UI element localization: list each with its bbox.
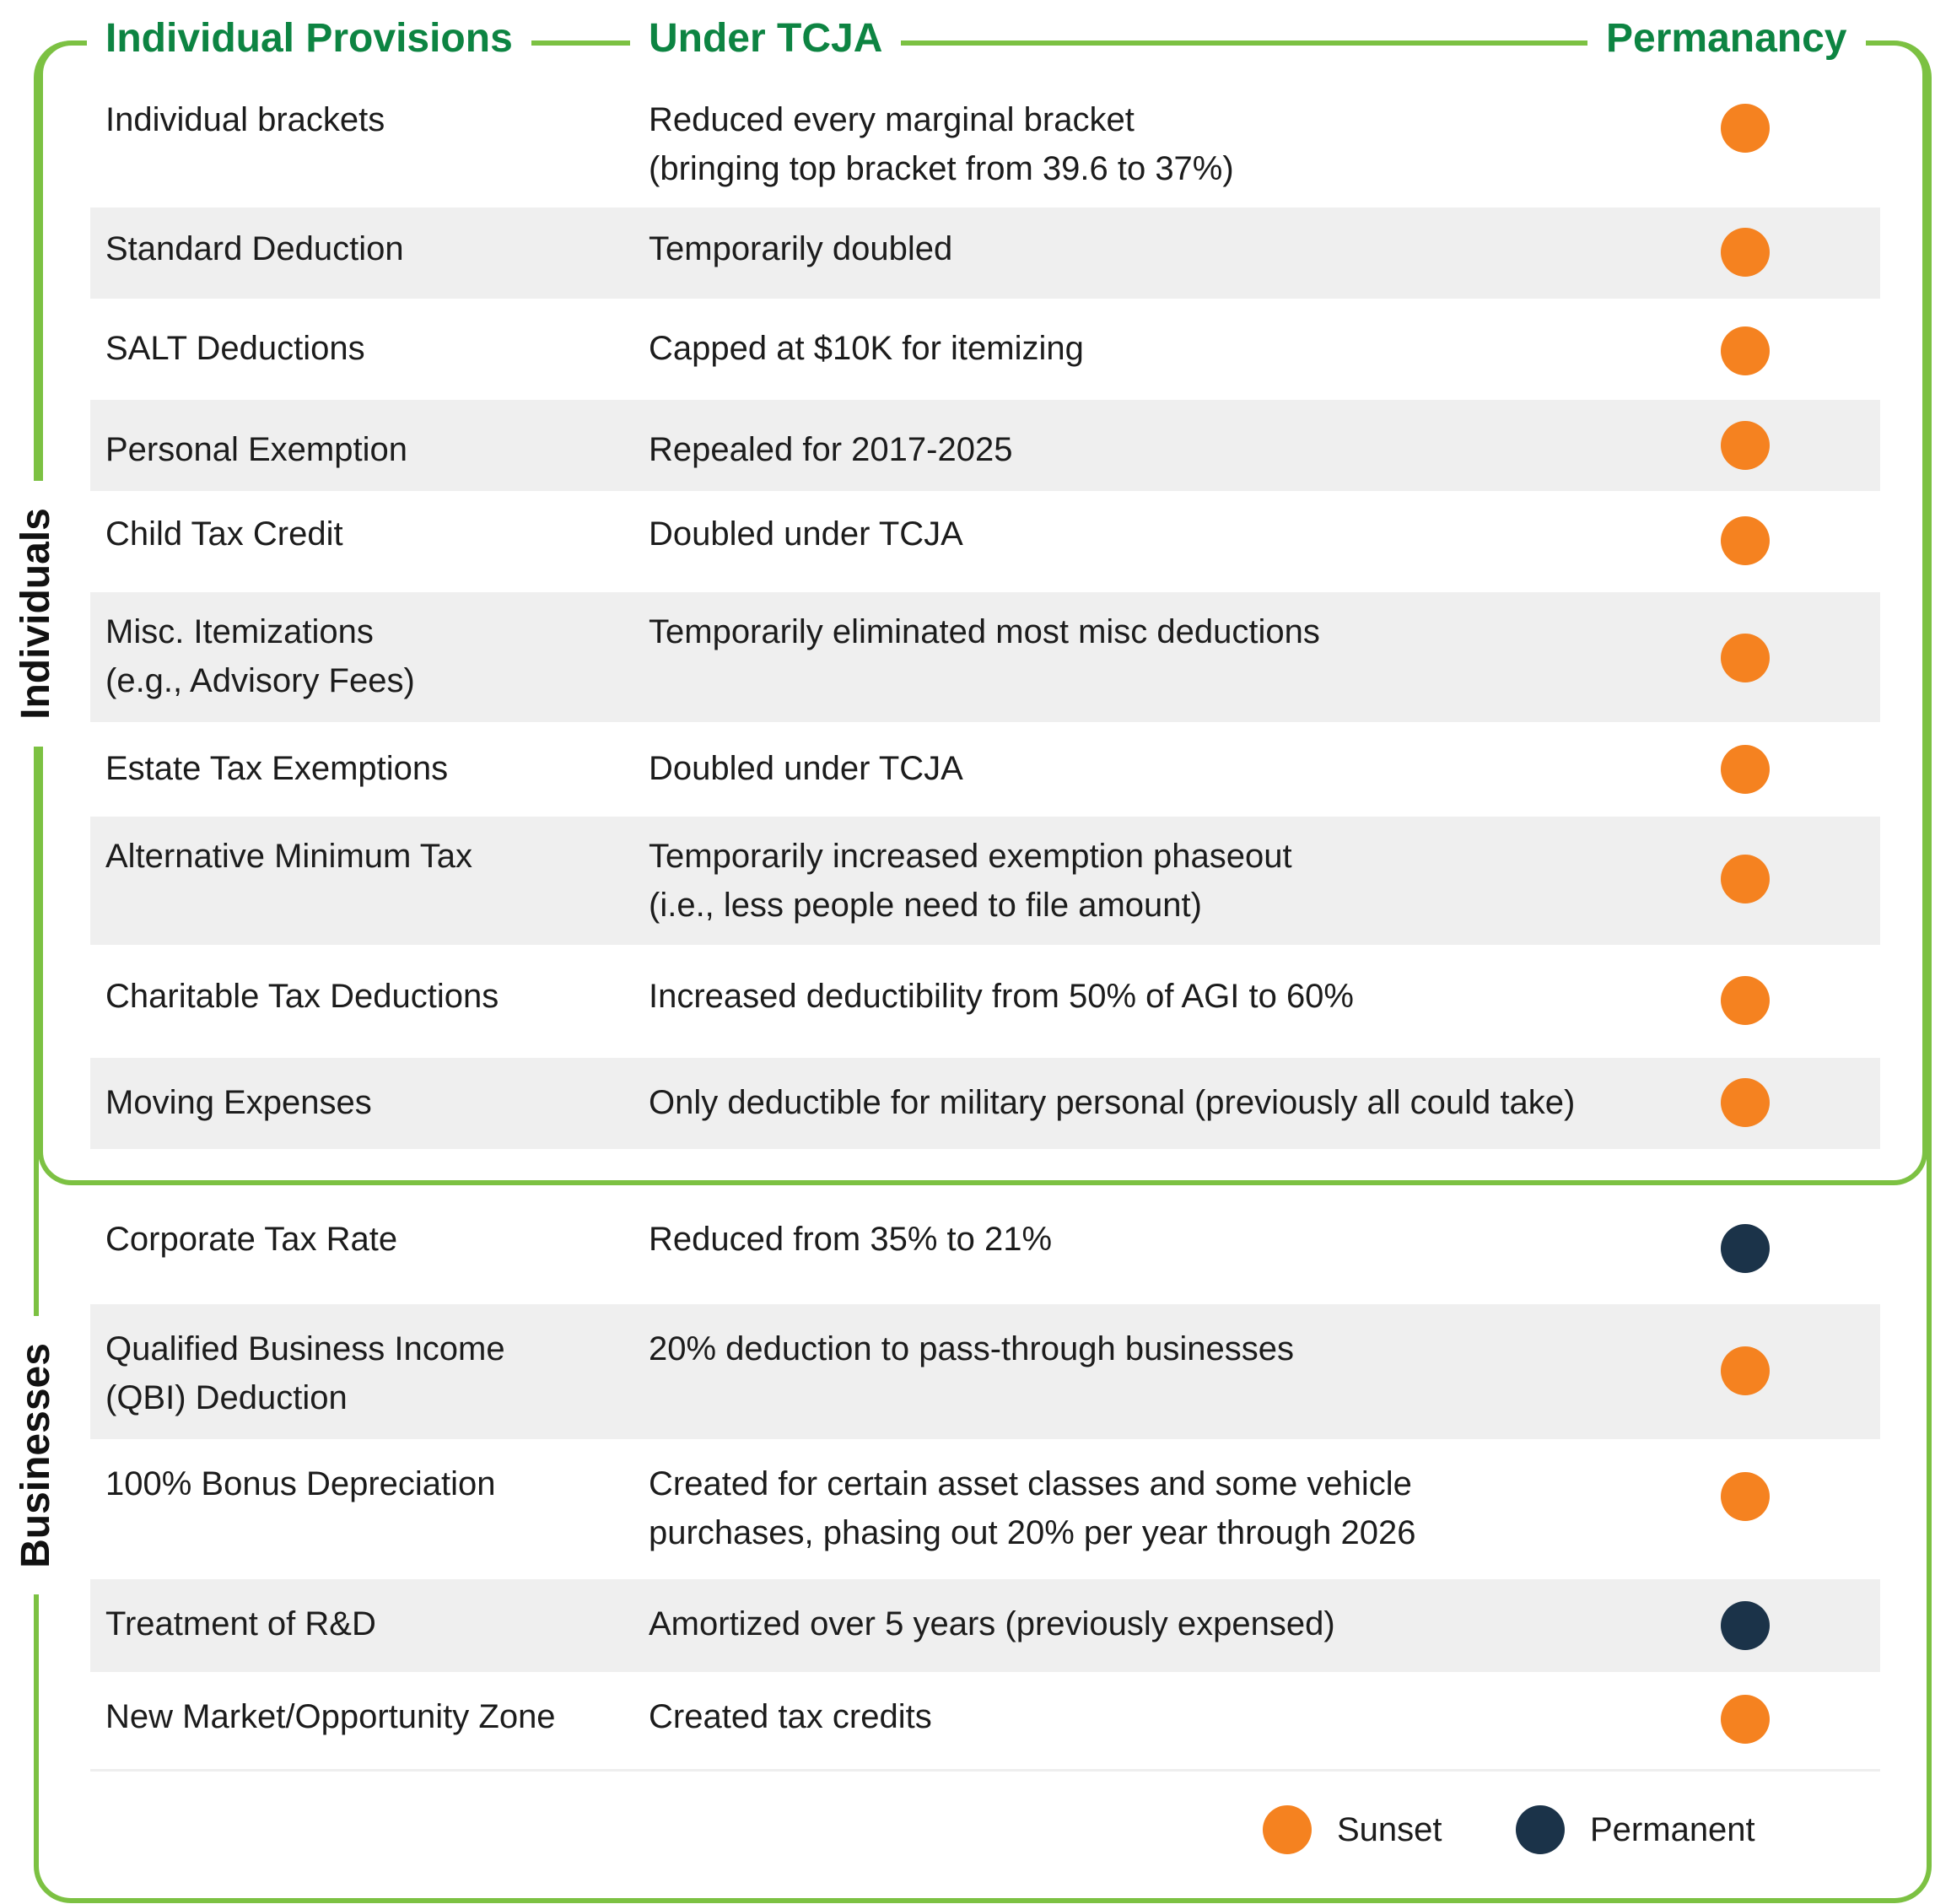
legend-permanent-dot bbox=[1516, 1805, 1565, 1854]
legend-sunset-dot bbox=[1263, 1805, 1312, 1854]
status-dot-sunset bbox=[1721, 1472, 1770, 1521]
header-under-tcja: Under TCJA bbox=[630, 12, 901, 66]
under-tcja-cell: Created tax credits bbox=[649, 1698, 932, 1735]
table-row bbox=[90, 80, 1880, 207]
header-connector-line-2 bbox=[908, 40, 1587, 46]
status-dot-sunset bbox=[1721, 516, 1770, 565]
provision-cell: Personal Exemption bbox=[105, 431, 407, 468]
table-row bbox=[90, 592, 1880, 722]
status-dot-sunset bbox=[1721, 976, 1770, 1025]
table-row bbox=[90, 1196, 1880, 1304]
provision-cell: Misc. Itemizations (e.g., Advisory Fees) bbox=[105, 613, 415, 699]
section-label-businesses: Businesses bbox=[10, 1316, 61, 1594]
table-row bbox=[90, 945, 1880, 1058]
status-dot-sunset bbox=[1721, 1695, 1770, 1744]
under-tcja-cell: Amortized over 5 years (previously expensed) bbox=[649, 1605, 1335, 1642]
header-individual-provisions: Individual Provisions bbox=[87, 12, 531, 66]
under-tcja-cell: Temporarily increased exemption phaseout (i.e., less people need to file amount) bbox=[649, 838, 1292, 924]
provision-cell: Corporate Tax Rate bbox=[105, 1221, 398, 1258]
under-tcja-cell: 20% deduction to pass-through businesses bbox=[649, 1330, 1294, 1367]
provision-cell: Moving Expenses bbox=[105, 1084, 372, 1121]
provision-cell: Charitable Tax Deductions bbox=[105, 978, 499, 1015]
table-row bbox=[90, 1579, 1880, 1672]
legend-sunset-label: Sunset bbox=[1337, 1811, 1442, 1848]
provision-cell: 100% Bonus Depreciation bbox=[105, 1465, 496, 1502]
table-row bbox=[90, 1058, 1880, 1149]
provision-cell: Standard Deduction bbox=[105, 230, 404, 267]
header-permanency: Permanancy bbox=[1587, 12, 1866, 66]
legend-permanent-label: Permanent bbox=[1590, 1811, 1755, 1848]
under-tcja-cell: Doubled under TCJA bbox=[649, 750, 963, 787]
provision-cell: Treatment of R&D bbox=[105, 1605, 376, 1642]
status-dot-sunset bbox=[1721, 421, 1770, 470]
under-tcja-cell: Temporarily eliminated most misc deductions bbox=[649, 613, 1320, 650]
table-row bbox=[90, 817, 1880, 945]
table-row bbox=[90, 722, 1880, 817]
under-tcja-cell: Only deductible for military personal (previously all could take) bbox=[649, 1084, 1576, 1121]
provision-cell: New Market/Opportunity Zone bbox=[105, 1698, 556, 1735]
status-dot-sunset bbox=[1721, 104, 1770, 153]
provision-cell: Child Tax Credit bbox=[105, 515, 343, 553]
table-row bbox=[90, 1439, 1880, 1579]
status-dot-permanent bbox=[1721, 1224, 1770, 1273]
under-tcja-cell: Increased deductibility from 50% of AGI to 60% bbox=[649, 978, 1354, 1015]
under-tcja-cell: Created for certain asset classes and some vehicle purchases, phasing out 20% per year through 2026 bbox=[649, 1465, 1416, 1551]
under-tcja-cell: Doubled under TCJA bbox=[649, 515, 963, 553]
status-dot-sunset bbox=[1721, 634, 1770, 682]
status-dot-sunset bbox=[1721, 1078, 1770, 1127]
status-dot-sunset bbox=[1721, 745, 1770, 794]
provision-cell: Individual brackets bbox=[105, 101, 385, 138]
table-row bbox=[90, 491, 1880, 592]
status-dot-permanent bbox=[1721, 1601, 1770, 1650]
provision-cell: Alternative Minimum Tax bbox=[105, 838, 472, 875]
provision-cell: SALT Deductions bbox=[105, 330, 365, 367]
under-tcja-cell: Repealed for 2017-2025 bbox=[649, 431, 1013, 468]
under-tcja-cell: Reduced every marginal bracket (bringing top bracket from 39.6 to 37%) bbox=[649, 101, 1234, 187]
table-row bbox=[90, 208, 1880, 299]
status-dot-sunset bbox=[1721, 326, 1770, 375]
table-bottom-rule bbox=[90, 1769, 1880, 1772]
status-dot-sunset bbox=[1721, 1346, 1770, 1395]
status-dot-sunset bbox=[1721, 228, 1770, 277]
header-connector-line-1 bbox=[540, 40, 629, 46]
under-tcja-cell: Capped at $10K for itemizing bbox=[649, 330, 1084, 367]
status-dot-sunset bbox=[1721, 855, 1770, 903]
table-row bbox=[90, 1304, 1880, 1439]
section-label-individuals: Individuals bbox=[10, 481, 61, 747]
table-row bbox=[90, 400, 1880, 491]
under-tcja-cell: Temporarily doubled bbox=[649, 230, 953, 267]
provision-cell: Qualified Business Income (QBI) Deduction bbox=[105, 1330, 505, 1416]
table-row bbox=[90, 1672, 1880, 1768]
under-tcja-cell: Reduced from 35% to 21% bbox=[649, 1221, 1053, 1258]
table-row bbox=[90, 299, 1880, 400]
provision-cell: Estate Tax Exemptions bbox=[105, 750, 449, 787]
